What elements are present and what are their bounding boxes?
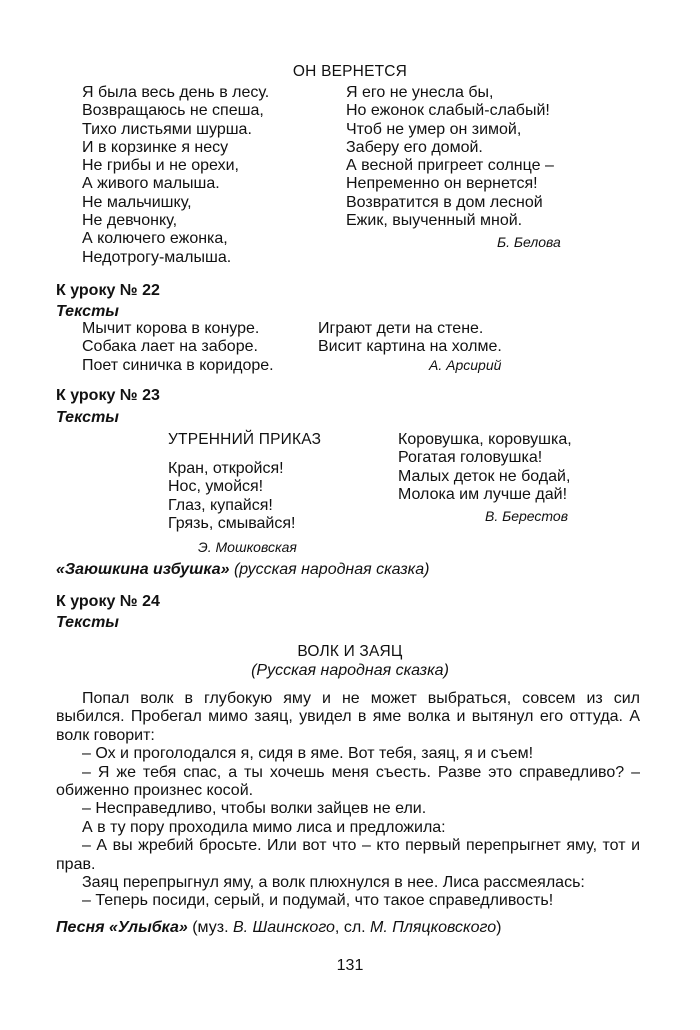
tale-note: (русская народная сказка) — [229, 561, 430, 578]
story-paragraph: – Несправедливо, чтобы волки зайцев не ели. — [82, 800, 427, 818]
poem-line: Возвращаюсь не спеша, — [82, 102, 264, 120]
lesson-subheading: Тексты — [56, 303, 119, 320]
poem-line: Тихо листьями шурша. — [82, 120, 252, 138]
text-line: Поет синичка в коридоре. — [82, 356, 274, 374]
text-line: Играют дети на стене. — [318, 320, 484, 337]
poem-line: Рогатая головушка! — [398, 449, 543, 467]
poem-line: Не девчонку, — [82, 212, 178, 230]
lesson-subheading: Тексты — [56, 409, 119, 426]
song-post: ) — [496, 919, 502, 936]
text-line: Висит картина на холме. — [318, 338, 502, 356]
poem-line: Грязь, смывайся! — [168, 514, 296, 532]
poem-right-column — [398, 431, 572, 504]
poem-line: Коровушка, коровушка, — [398, 431, 572, 448]
song-reference — [56, 919, 501, 937]
poem-line: Молока им лучше дай! — [398, 485, 568, 503]
song-composer: В. Шаинского — [232, 919, 335, 936]
text-author: А. Арсирий — [429, 357, 502, 373]
story-paragraph: – Теперь посиди, серый, и подумай, что такое справедливость! — [82, 892, 554, 910]
poem-line: Я его не унесла бы, — [346, 84, 494, 101]
text-line: Собака лает на заборе. — [82, 338, 258, 356]
poem-author: Э. Мошковская — [198, 539, 297, 555]
story-text — [56, 690, 640, 911]
poem-title: УТРЕННИЙ ПРИКАЗ — [168, 431, 322, 448]
text-line: Мычит корова в конуре. — [82, 320, 260, 337]
poem-left-column — [168, 460, 295, 533]
poem-line: Глаз, купайся! — [168, 496, 273, 514]
poem-line: А весной пригреет солнце – — [346, 157, 554, 175]
song-title: Песня «Улыбка» — [56, 919, 188, 936]
poem-right-column — [346, 84, 554, 230]
lesson-subheading: Тексты — [56, 614, 119, 631]
lesson-heading: К уроку № 22 — [56, 282, 160, 299]
poem-line: Малых деток не бодай, — [398, 467, 571, 485]
poem-line: Не грибы и не орехи, — [82, 157, 239, 175]
poem-line: Чтоб не умер он зимой, — [346, 120, 522, 138]
page-number: 131 — [336, 957, 364, 974]
poem-left-column — [82, 84, 269, 267]
poem-line: Ежик, выученный мной. — [346, 212, 523, 230]
poem-line: Кран, откройся! — [168, 460, 284, 477]
poem-author: В. Берестов — [485, 508, 569, 524]
poem-line: Я была весь день в лесу. — [82, 84, 270, 101]
poem-line: Не мальчишку, — [82, 193, 192, 211]
tale-reference — [56, 561, 429, 579]
story-paragraph: – А вы жребий бросьте. Или вот что – кто первый перепрыгнет яму, тот и прав. — [56, 837, 640, 873]
song-lyricist: М. Пляцковского — [370, 919, 497, 936]
story-paragraph: – Ох и проголодался я, сидя в яме. Вот тебя, заяц, я и съем! — [82, 745, 534, 763]
tongue-twister-right — [318, 320, 502, 357]
tale-title: «Заюшкина избушка» — [56, 561, 230, 578]
poem-line: А колючего ежонка, — [82, 230, 228, 248]
lesson-heading: К уроку № 23 — [56, 387, 160, 404]
poem-line: Но ежонок слабый-слабый! — [346, 102, 550, 120]
story-subtitle: (Русская народная сказка) — [251, 662, 449, 679]
poem-line: А живого малыша. — [82, 175, 220, 193]
poem-line: Непременно он вернется! — [346, 175, 538, 193]
lesson-heading: К уроку № 24 — [56, 593, 160, 610]
poem-author: Б. Белова — [497, 234, 561, 250]
song-pre: (муз. — [187, 919, 233, 936]
poem-line: Возвратится в дом лесной — [346, 193, 543, 211]
poem-line: И в корзинке я несу — [82, 138, 229, 156]
story-paragraph: Заяц перепрыгнул яму, а волк плюхнулся в нее. Лиса рассмеялась: — [82, 874, 585, 892]
story-paragraph: А в ту пору проходила мимо лиса и предложила: — [82, 818, 446, 836]
poem-title: ОН ВЕРНЕТСЯ — [292, 63, 408, 80]
poem-line: Заберу его домой. — [346, 138, 483, 156]
poem-line: Недотрогу-малыша. — [82, 248, 232, 266]
story-paragraph: Попал волк в глубокую яму и не может выбраться, совсем из сил выбился. Пробегал мимо заяц, увидел в яме волка и вытянул его оттуда. А волк говорит: — [56, 690, 640, 744]
story-paragraph: – Я же тебя спас, а ты хочешь меня съесть. Разве это справедливо? – обиженно произнес косой. — [56, 763, 640, 800]
story-title: ВОЛК И ЗАЯЦ — [297, 643, 403, 660]
tongue-twister-left — [82, 320, 274, 375]
poem-line: Нос, умойся! — [168, 478, 264, 496]
song-mid: , сл. — [334, 919, 371, 936]
